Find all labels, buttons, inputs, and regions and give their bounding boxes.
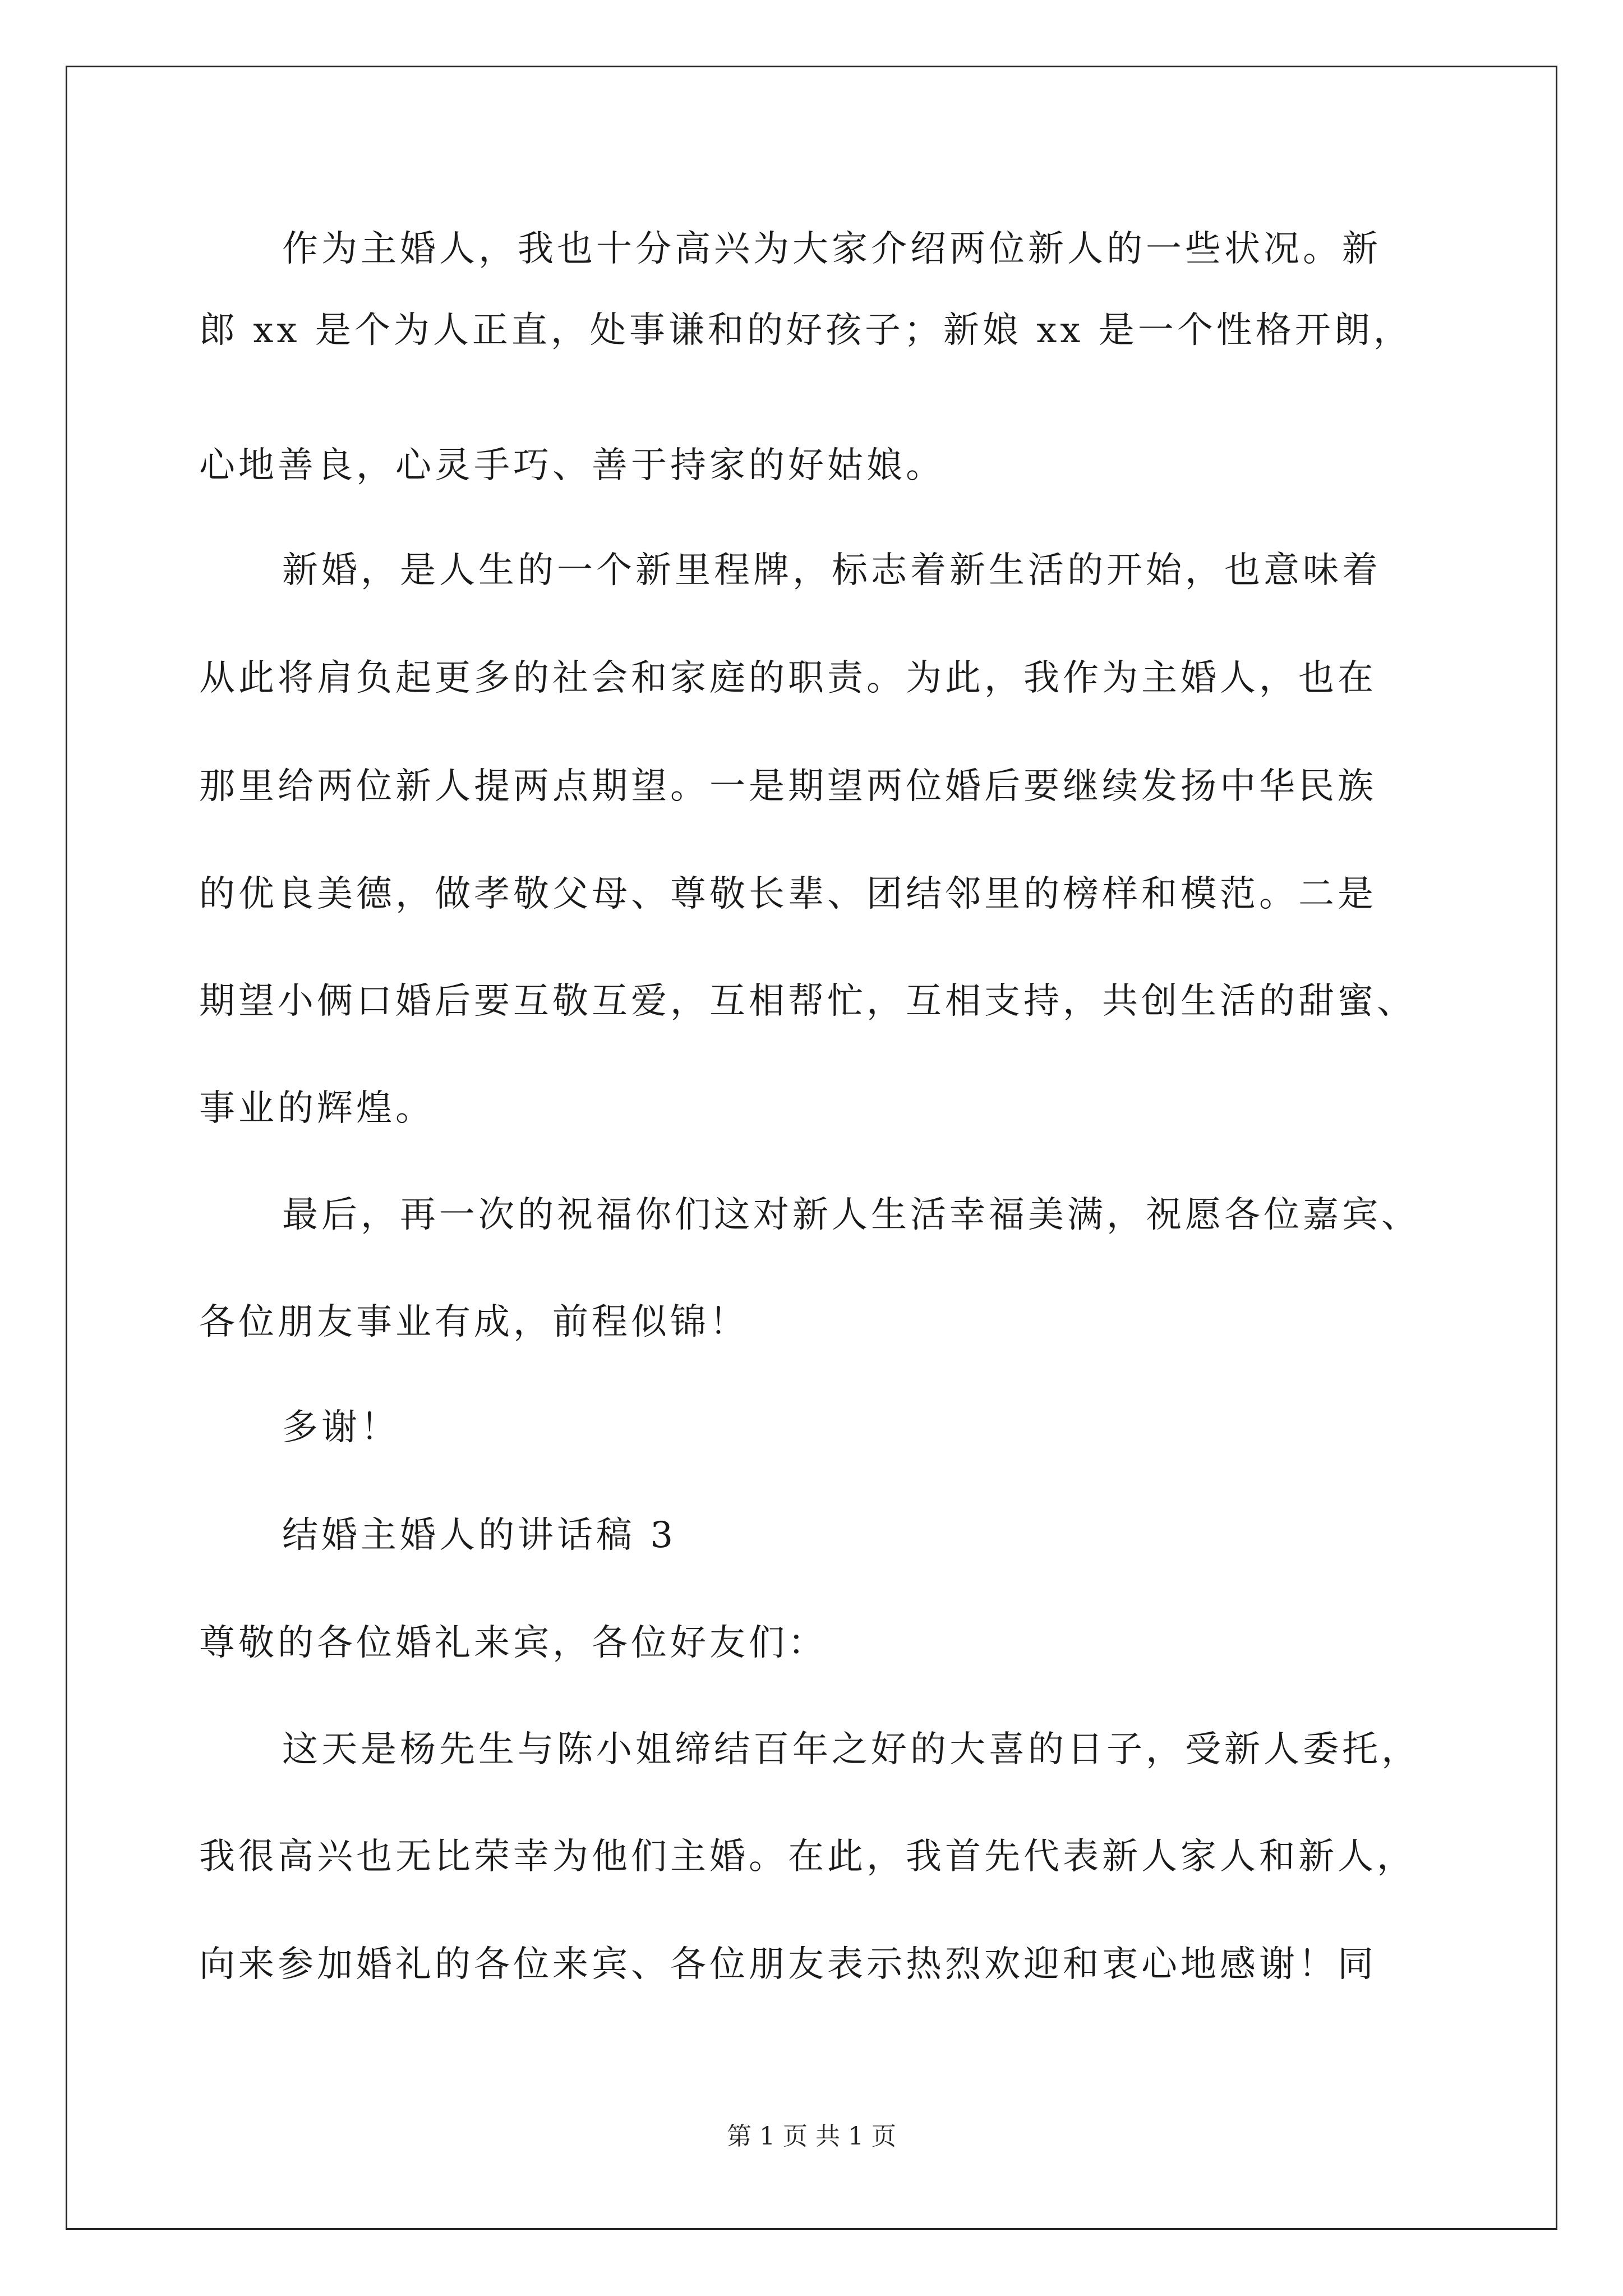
page-footer: 第 1 页 共 1 页: [727, 2122, 896, 2151]
text-line: 最后，再一次的祝福你们这对新人生活幸福美满，祝愿各位嘉宾、: [282, 1194, 1421, 1236]
text-line: 这天是杨先生与陈小姐缔结百年之好的大喜的日子，受新人委托，: [282, 1729, 1421, 1770]
text-line: 各位朋友事业有成，前程似锦！: [199, 1301, 749, 1343]
text-line: 郎 xx 是个为人正直，处事谦和的好孩子；新娘 xx 是一个性格开朗，: [199, 310, 1413, 351]
page-border: [66, 66, 1557, 2230]
text-line: 的优良美德，做孝敬父母、尊敬长辈、团结邻里的榜样和模范。二是: [199, 873, 1377, 915]
text-line: 事业的辉煌。: [199, 1088, 435, 1129]
text-line: 从此将肩负起更多的社会和家庭的职责。为此，我作为主婚人，也在: [199, 657, 1377, 699]
text-line: 新婚，是人生的一个新里程牌，标志着新生活的开始，也意味着: [282, 550, 1381, 591]
text-line: 期望小俩口婚后要互敬互爱，互相帮忙，互相支持，共创生活的甜蜜、: [199, 981, 1416, 1022]
text-line: 作为主婚人，我也十分高兴为大家介绍两位新人的一些状况。新: [282, 228, 1381, 270]
text-line: 向来参加婚礼的各位来宾、各位朋友表示热烈欢迎和衷心地感谢！同: [199, 1944, 1377, 1985]
text-line: 心地善良，心灵手巧、善于持家的好姑娘。: [199, 445, 945, 486]
text-line: 多谢！: [282, 1407, 400, 1448]
text-line: 我很高兴也无比荣幸为他们主婚。在此，我首先代表新人家人和新人，: [199, 1836, 1416, 1878]
text-line: 那里给两位新人提两点期望。一是期望两位婚后要继续发扬中华民族: [199, 766, 1377, 807]
salutation: 尊敬的各位婚礼来宾，各位好友们：: [199, 1622, 827, 1664]
section-heading: 结婚主婚人的讲话稿 3: [282, 1515, 677, 1556]
